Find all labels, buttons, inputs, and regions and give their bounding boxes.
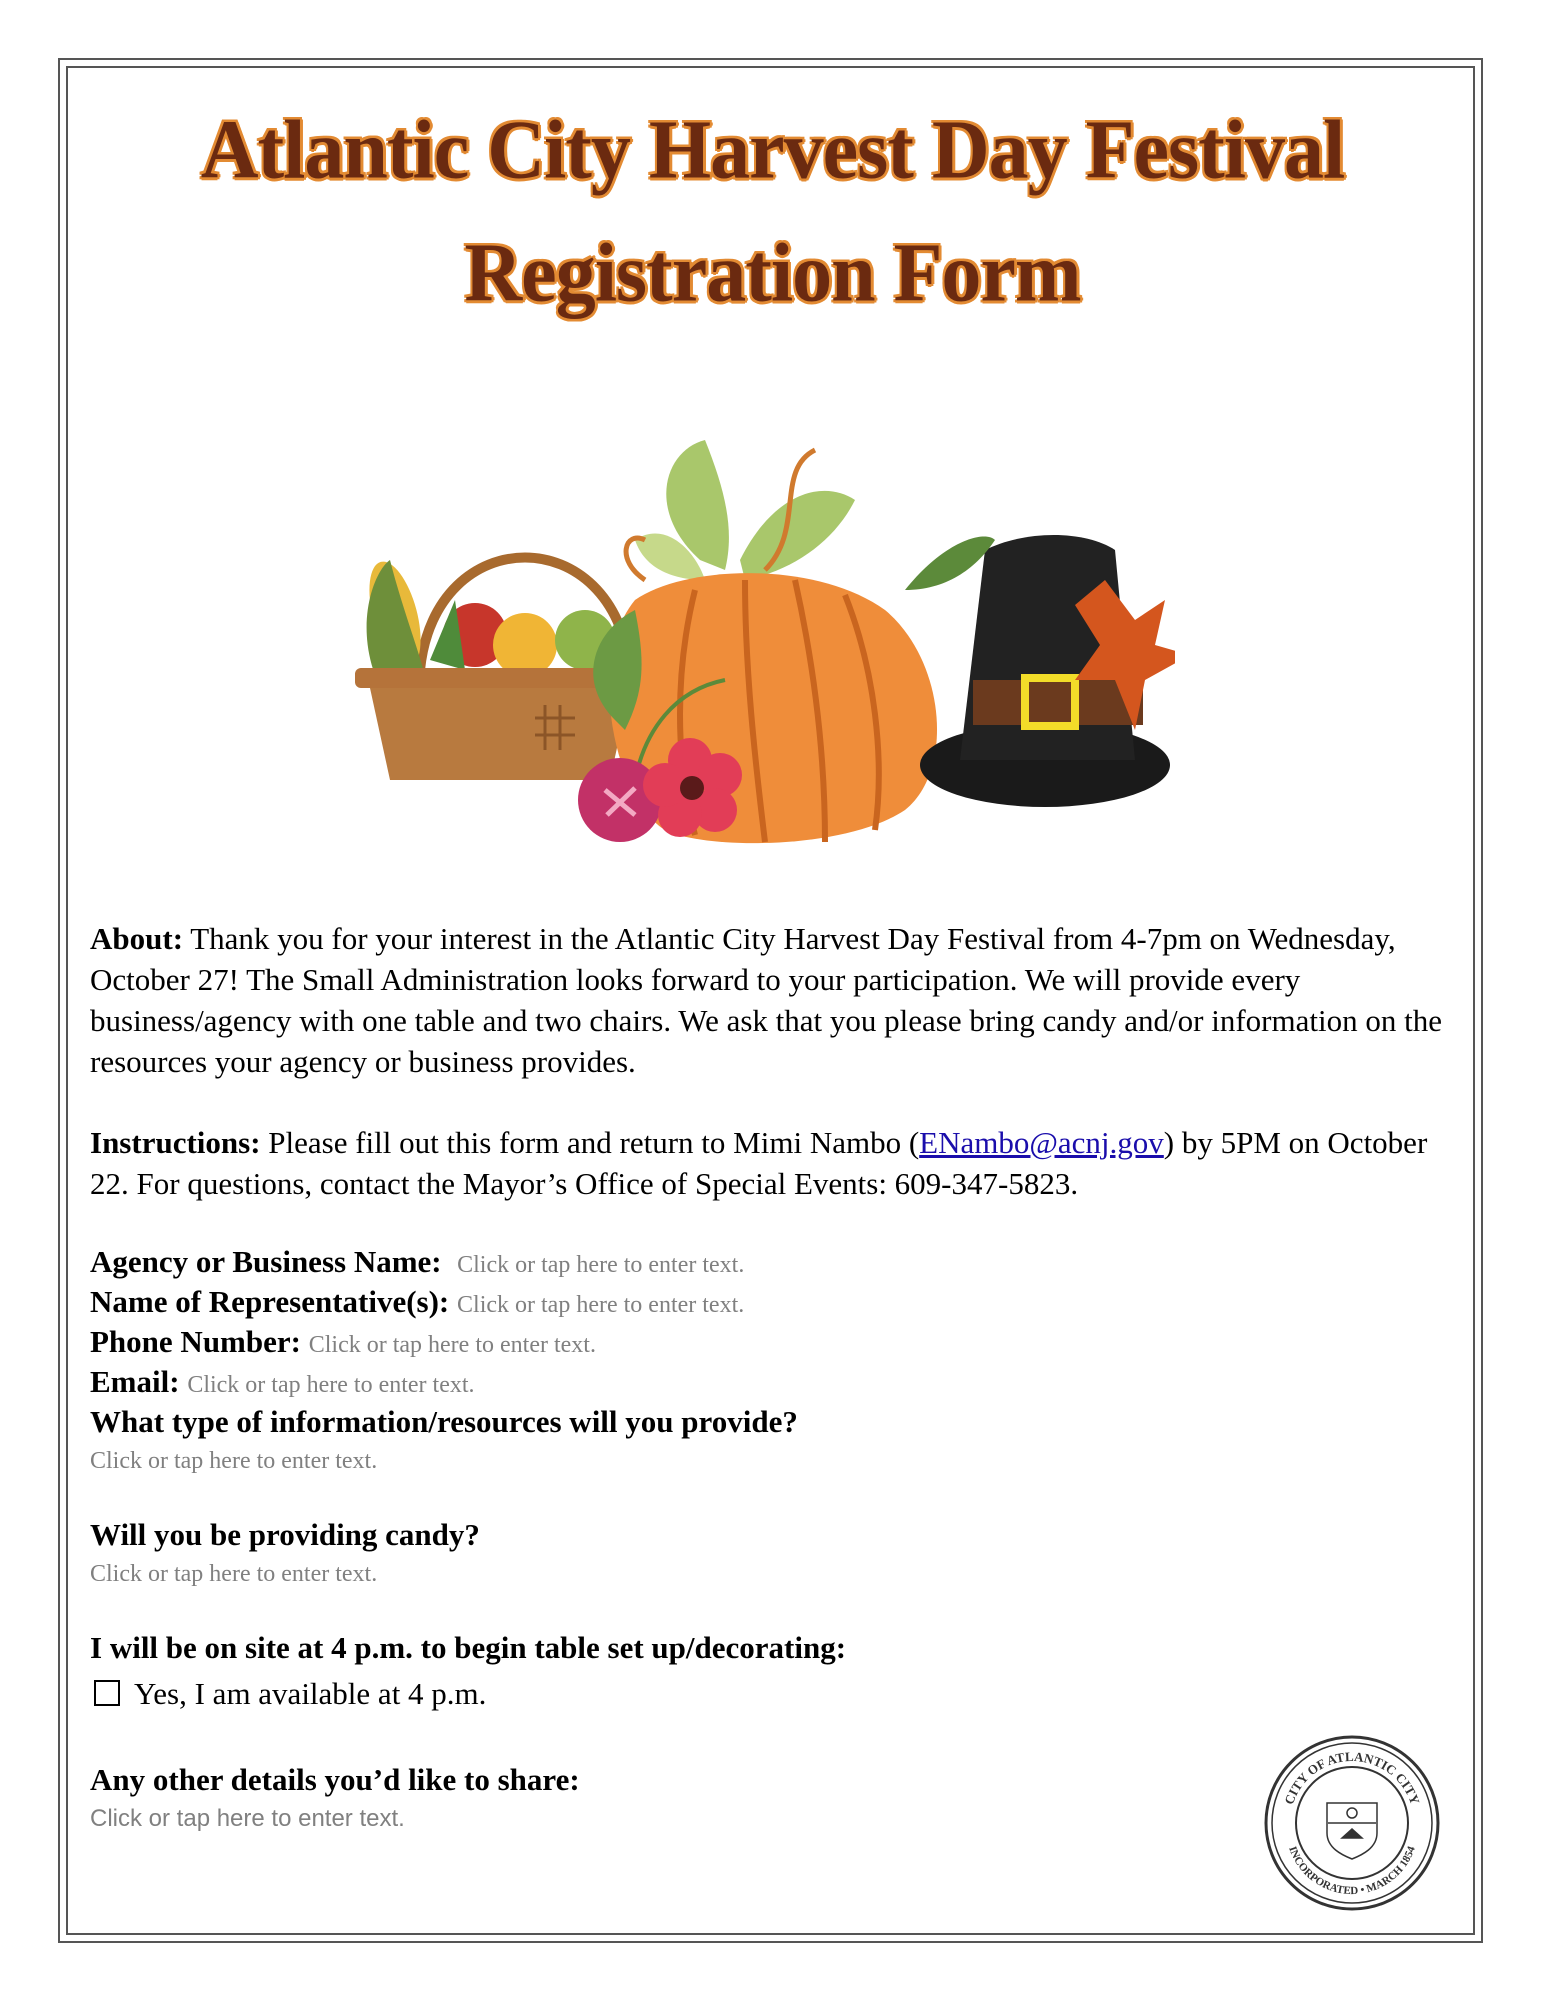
hat-band [973,680,1143,725]
flower-center [680,776,704,800]
onsite-field [90,1628,846,1668]
phone-input[interactable]: Click or tap here to enter text. [308,1332,596,1358]
representative-field [90,1282,744,1325]
agency-label: Agency or Business Name: [90,1244,442,1279]
candy-input[interactable]: Click or tap here to enter text. [90,1561,378,1587]
agency-field [90,1242,744,1285]
resources-input-row [90,1438,377,1481]
instructions-text-before: Please fill out this form and return to Mimi Nambo ( [260,1125,920,1160]
candy-field [90,1515,480,1555]
details-input[interactable]: Click or tap here to enter text. [90,1805,405,1832]
email-link[interactable]: ENambo@acnj.gov [919,1125,1164,1160]
about-paragraph [90,918,1460,1082]
email-field [90,1362,475,1405]
form-title-line1: Atlantic City Harvest Day Festival [200,103,1345,197]
city-seal [1262,1733,1442,1913]
available-checkbox-label: Yes, I am available at 4 p.m. [134,1676,487,1711]
instructions-label: Instructions: [90,1125,261,1160]
onsite-label: I will be on site at 4 p.m. to begin table set up/decorating: [90,1630,847,1665]
resources-input[interactable]: Click or tap here to enter text. [90,1448,378,1474]
seal-text-bottom: INCORPORATED • MARCH 1854 [1286,1844,1418,1898]
representative-label: Name of Representative(s): [90,1284,450,1319]
candy-input-row [90,1551,377,1594]
available-checkbox[interactable] [94,1680,120,1706]
representative-input[interactable]: Click or tap here to enter text. [457,1292,745,1318]
apple-yellow [493,613,557,677]
instructions-text-after: ) by 5PM on October 22. For questions, contact the Mayor’s Office of Special Events: 609-347-5823. [90,1125,1428,1201]
phone-field [90,1322,596,1365]
pumpkin-leaf-right [740,491,855,580]
email-label: Email: [90,1364,180,1399]
details-field [90,1760,580,1800]
candy-label: Will you be providing candy? [90,1517,480,1552]
form-title-line2: Registration Form [464,226,1081,320]
harvest-illustration [345,430,1175,860]
resources-label: What type of information/resources will you provide? [90,1404,798,1439]
about-label: About: [90,921,184,956]
seal-text-top: CITY OF ATLANTIC CITY [1281,1748,1423,1807]
email-input[interactable]: Click or tap here to enter text. [187,1372,475,1398]
available-checkbox-row[interactable] [94,1674,486,1714]
resources-field [90,1402,798,1442]
instructions-paragraph [90,1122,1460,1204]
about-text: Thank you for your interest in the Atlantic City Harvest Day Festival from 4-7pm on Wednesday, October 27! The Small Administration looks forward to your participation. We will provide every business/agency with one table and two chairs. We ask that you please bring candy and/or information on the resources your agency or business provides. [90,921,1442,1079]
agency-input[interactable]: Click or tap here to enter text. [457,1252,745,1278]
phone-label: Phone Number: [90,1324,301,1359]
details-input-row [90,1796,405,1839]
details-label: Any other details you’d like to share: [90,1762,580,1797]
basket-body [370,688,630,780]
